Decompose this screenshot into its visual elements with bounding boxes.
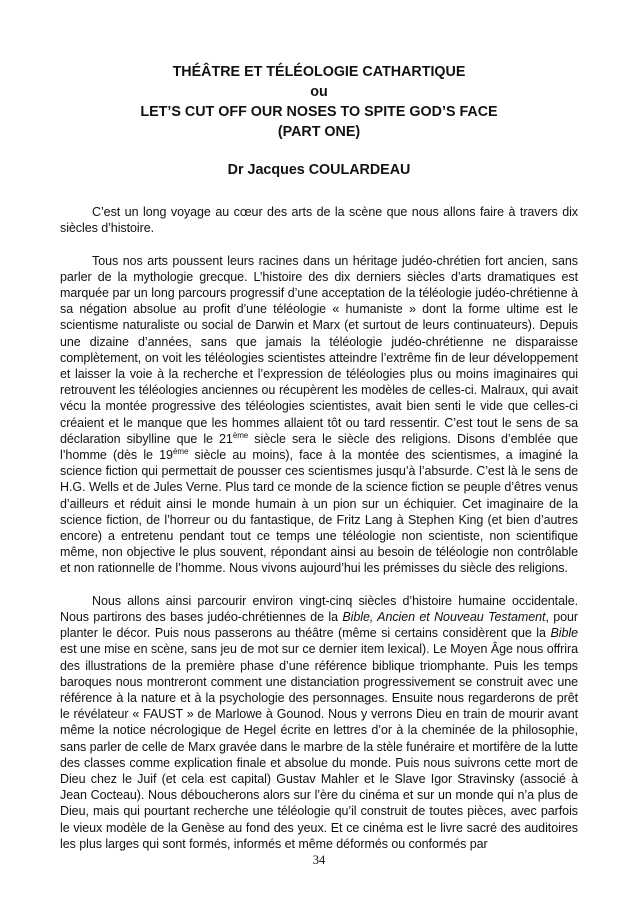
title-line-1: THÉÂTRE ET TÉLÉOLOGIE CATHARTIQUE [172,64,466,80]
text-segment: siècle au moins), face à la montée des scientismes, a imaginé la science fiction qui permettait de pousser ces scientismes jusqu’à l’absurde. C’est là le sens de H.G. Wells et de Jules Verne. Plus tard ce monde de la science fiction se peuple d’êtres venus d’ailleurs et réduit ainsi le monde humain à un pion sur un échiquier. Cet imaginaire de la science fiction, de l’horreur ou du fantastique, de Fritz Lang à Stephen King (et bien d’autres encore) a entretenu pendant tout ce temps une téléologie non scientiste, non scientifique même, non objective le plus souvent, répondant ainsi au besoin de téléologie non contrôlable et non rationnelle de l’homme. Nous vivons aujourd’hui les prémisses du siècle des religions. [60,448,579,576]
paragraph-3 [60,593,578,852]
text-segment: C’est un long voyage au cœur des arts de la scène que nous allons faire à travers dix siècles d’histoire. [60,205,578,236]
text-segment: , pour planter le décor. Puis nous passerons au théâtre (même si certains considèrent que la [60,610,578,641]
italic-title: Bible, Ancien et Nouveau Testament [342,610,546,625]
text-segment: est une mise en scène, sans jeu de mot sur ce dernier item lexical). Le Moyen Âge nous offrira des illustrations de la première phase d’une référence biblique triomphante. Puis les temps baroques nous montreront comment une distanciation progressivement se construit avec une référence à la nature et à la psychologie des personnages. Ensuite nous regarderons de prêt le révélateur « FAUST » de Marlowe à Gounod. Nous y verrons Dieu en train de mourir avant même la notice nécrologique de Hegel écrite en lettres d’or à la cheminée de la philosophie, sans parler de celle de Marx gravée dans le marbre de la stèle funéraire et mortifère de la lutte des classes comme explication finale et absolue du monde. Puis nous suivrons cette mort de Dieu chez le Juif (et cela est capital) Gustav Mahler et le Slave Igor Stravinsky (associé à Jean Cocteau). Nous déboucherons alors sur l’ère du cinéma et sur un monde qui n’a plus de Dieu, mais qui pourtant recherche une téléologie qu’il construit de toutes pièces, avec parfois le vieux modèle de la Genèse au fond des yeux. Et ce cinéma est le livre sacré des auditoires les plus larges qui sont formés, informés et même déformés ou conformés par [60,642,578,851]
paragraph-1 [60,204,578,236]
italic-title: Bible [550,626,578,641]
title-line-3: LET’S CUT OFF OUR NOSES TO SPITE GOD’S FACE [140,104,498,120]
ordinal-suffix: ème [232,430,249,440]
body-text [60,204,578,868]
author-name: Dr Jacques COULARDEAU [227,162,411,178]
title-line-2: ou [310,84,328,100]
text-segment: Tous nos arts poussent leurs racines dans un héritage judéo-chrétien fort ancien, sans parler de la mythologie grecque. L’histoire des dix derniers siècles d’arts dramatiques est marquée par un long parcours progressif d’une acceptation de la téléologie judéo-chrétienne à sa négation absolue au profit d’une téléologie « humaniste » dont la forme ultime est le scientisme naturaliste ou social de Darwin et Marx (et surtout de leurs continuateurs). Depuis une dizaine d’années, sans que jamais la téléologie judéo-chrétienne ne disparaisse complètement, on voit les téléologies scientistes atteindre l’extrême fin de leur développement et laisser la voie à la recherche et l’expression de téléologies plus ou moins imaginaires qui retrouvent les téléologies anciennes ou récupèrent les modèles de celles-ci. Malraux, qui avait vécu la montée progressive des téléologies scientistes, avait bien senti le vide que celles-ci créaient et le manque que les hommes allaient tôt ou tard ressentir. C’est tout le sens de sa déclaration sibylline que le 21 [60,253,578,446]
paragraph-2 [60,253,578,577]
ordinal-suffix: ème [172,446,189,456]
text-segment: siècle sera le siècle des religions. Disons d’emblée que l’homme (dès le 19 [60,431,578,463]
page-number: 34 [312,853,326,867]
title-block [0,62,638,142]
text-segment: Nous allons ainsi parcourir environ vingt-cinq siècles d’histoire humaine occidentale. Nous partirons des bases judéo-chrétiennes de la [60,593,578,625]
title-line-4: (PART ONE) [277,124,361,140]
